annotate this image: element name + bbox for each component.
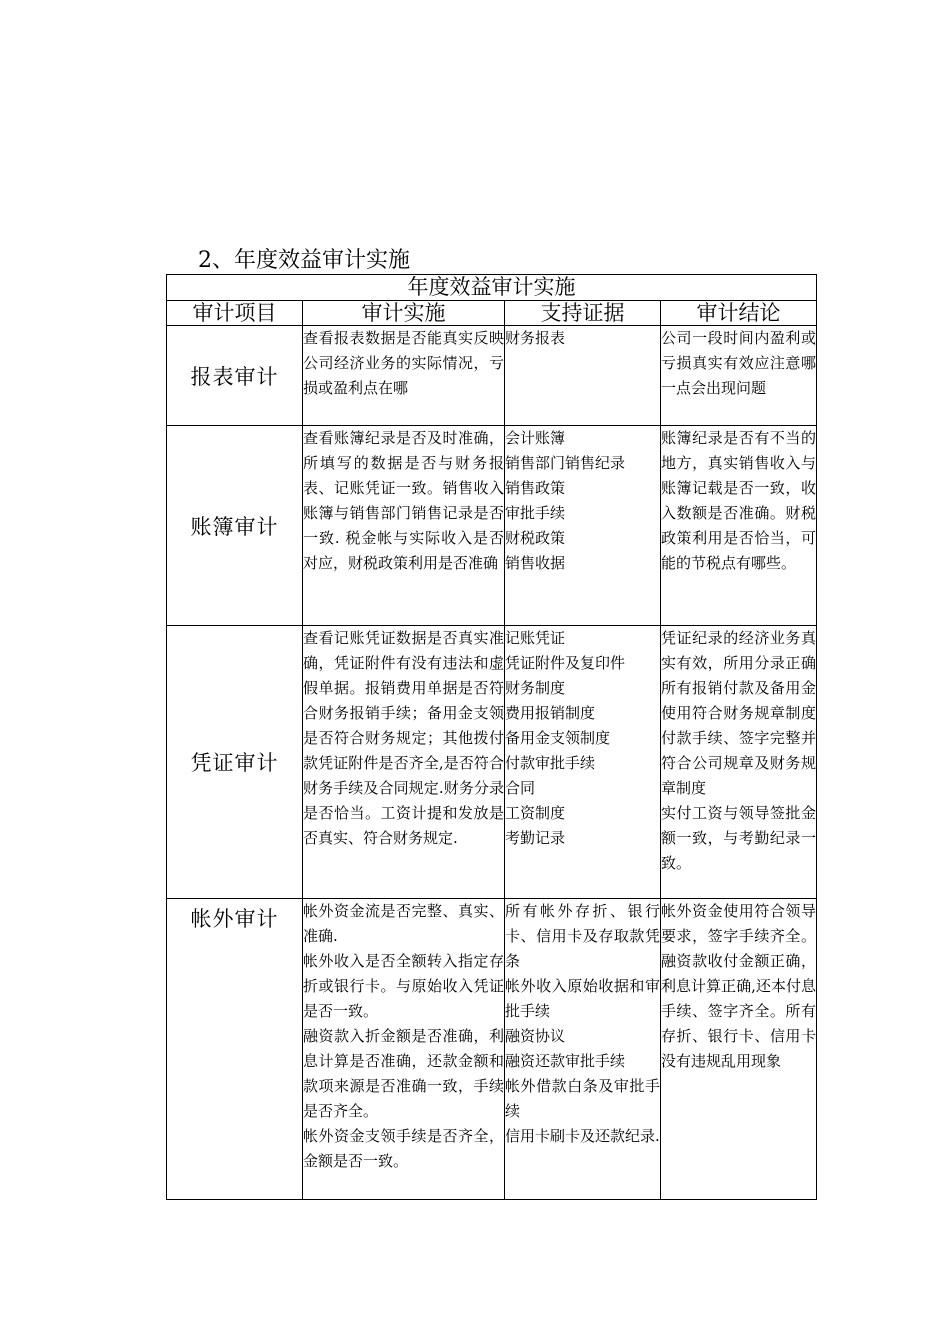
evidence-item: 凭证附件及复印件	[505, 654, 626, 672]
evidence-item: 会计账簿	[505, 429, 566, 447]
row-evidence	[505, 426, 661, 626]
evidence-paragraph: 帐外收入原始收据和审批手续	[505, 977, 660, 1020]
table-caption: 年度效益审计实施	[167, 275, 817, 301]
evidence-item: 记账凭证	[505, 629, 566, 647]
table-caption-row	[167, 275, 817, 301]
evidence-item: 销售收据	[505, 554, 566, 572]
evidence-paragraph: 融资协议	[505, 1027, 566, 1045]
table-header-row	[167, 301, 817, 326]
evidence-item: 销售部门销售纪录	[505, 454, 626, 472]
conclusion-paragraph: 实付工资与领导签批金额一致，与考勤纪录一致。	[661, 804, 816, 872]
row-evidence	[505, 626, 661, 899]
header-audit-conclusion: 审计结论	[661, 301, 817, 326]
evidence-item: 合同	[505, 779, 536, 797]
implementation-paragraph: 帐外收入是否全额转入指定存折或银行卡。与原始收入凭证是否一致。	[303, 952, 504, 1020]
evidence-item: 费用报销制度	[505, 704, 596, 722]
row-conclusion	[661, 626, 817, 899]
header-supporting-evidence: 支持证据	[505, 301, 661, 326]
evidence-item: 备用金支领制度	[505, 729, 611, 747]
section-title: 2、年度效益审计实施	[198, 248, 410, 273]
row-conclusion: 公司一段时间内盈利或亏损真实有效应注意哪一点会出现问题	[661, 326, 817, 426]
table-row	[167, 899, 817, 1200]
implementation-paragraph: 帐外资金支领手续是否齐全，金额是否一致。	[303, 1127, 504, 1170]
table-row	[167, 626, 817, 899]
row-evidence	[505, 326, 661, 426]
audit-table	[166, 274, 817, 1200]
row-item-report-audit: 报表审计	[167, 326, 303, 426]
evidence-item: 财税政策	[505, 529, 566, 547]
row-conclusion: 账簿纪录是否有不当的地方，真实销售收入与账簿记载是否一致，收入数额是否准确。财税政策利用是否恰当，可能的节税点有哪些。	[661, 426, 817, 626]
table-row	[167, 326, 817, 426]
row-item-off-book-audit: 帐外审计	[167, 899, 303, 1200]
evidence-item: 付款审批手续	[505, 754, 596, 772]
row-item-voucher-audit: 凭证审计	[167, 626, 303, 899]
row-conclusion: 帐外资金使用符合领导要求，签字手续齐全。融资款收付金额正确，利息计算正确,还本付息手续、签字齐全。所有存折、银行卡、信用卡没有违规乱用现象	[661, 899, 817, 1200]
row-item-ledger-audit: 账簿审计	[167, 426, 303, 626]
row-implementation	[303, 899, 505, 1200]
evidence-paragraph: 融资还款审批手续	[505, 1052, 626, 1070]
conclusion-paragraph: 凭证纪录的经济业务真实有效，所用分录正确所有报销付款及备用金使用符合财务规章制度付款手续、签字完整并符合公司规章及财务规章制度	[661, 629, 816, 797]
header-audit-implementation: 审计实施	[303, 301, 505, 326]
evidence-item: 财务制度	[505, 679, 566, 697]
evidence-paragraph: 所有帐外存折、银行卡、信用卡及存取款凭条	[505, 902, 660, 970]
implementation-paragraph: 融资款入折金额是否准确，利息计算是否准确，还款金额和款项来源是否准确一致，手续是否齐全。	[303, 1027, 504, 1120]
row-implementation: 查看报表数据是否能真实反映公司经济业务的实际情况，亏损或盈利点在哪	[303, 326, 505, 426]
evidence-item: 财务报表	[505, 329, 566, 347]
row-evidence	[505, 899, 661, 1200]
evidence-item: 工资制度	[505, 804, 566, 822]
evidence-item: 审批手续	[505, 504, 566, 522]
evidence-item: 销售政策	[505, 479, 566, 497]
table-row	[167, 426, 817, 626]
row-implementation: 查看记账凭证数据是否真实准确，凭证附件有没有违法和虚假单据。报销费用单据是否符合财务报销手续；备用金支领是否符合财务规定；其他拨付款凭证附件是否齐全,是否符合财务手续及合同规定.财务分录是否恰当。工资计提和发放是否真实、符合财务规定.	[303, 626, 505, 899]
evidence-item: 考勤记录	[505, 829, 566, 847]
implementation-paragraph: 帐外资金流是否完整、真实、准确.	[303, 902, 504, 945]
header-audit-item: 审计项目	[167, 301, 303, 326]
evidence-paragraph: 信用卡刷卡及还款纪录.	[505, 1127, 660, 1145]
evidence-paragraph: 帐外借款白条及审批手续	[505, 1077, 660, 1120]
row-implementation: 查看账簿纪录是否及时准确，所填写的数据是否与财务报表、记账凭证一致。销售收入账簿与销售部门销售记录是否一致. 税金帐与实际收入是否对应，财税政策利用是否准确	[303, 426, 505, 626]
